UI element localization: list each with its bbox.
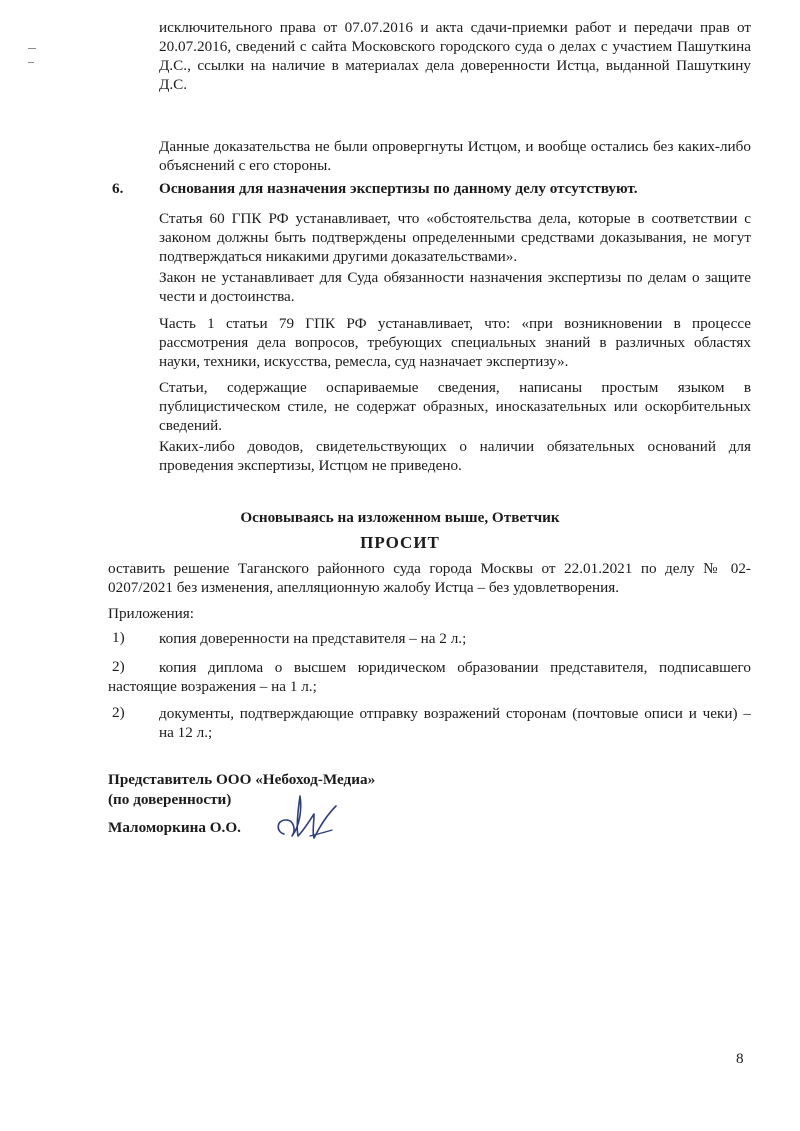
scan-artifact bbox=[28, 48, 36, 49]
section-paragraph: Статья 60 ГПК РФ устанавливает, что «обстоятельства дела, которые в соответствии с законом должны быть подтверждены определенными средствами доказывания, не могут подтверждаться никакими другими доказательствами». bbox=[159, 210, 751, 265]
attachment-number: 2) bbox=[112, 658, 125, 675]
signature-authority: (по доверенности) bbox=[108, 791, 232, 808]
attachment-number: 1) bbox=[112, 629, 125, 646]
continuation-paragraph-2: Данные доказательства не были опровергнуты Истцом, и вообще остались без каких-либо объяснений с его стороны. bbox=[159, 138, 751, 174]
attachment-text: копия доверенности на представителя – на 2 л.; bbox=[159, 630, 467, 647]
section-paragraph: Каких-либо доводов, свидетельствующих о наличии обязательных оснований для проведения экспертизы, Истцом не приведено. bbox=[159, 438, 751, 474]
section-number: 6. bbox=[112, 180, 124, 197]
signature-name: Маломоркина О.О. bbox=[108, 819, 241, 836]
section-paragraph: Статьи, содержащие оспариваемые сведения, написаны простым языком в публицистическом стиле, не содержат образных, иносказательных или оскорбительных сведений. bbox=[159, 379, 751, 434]
continuation-paragraph-1: исключительного права от 07.07.2016 и акта сдачи-приемки работ и передачи прав от 20.07.2016, сведений с сайта Московского городского суда о делах с участием Пашуткина Д.С., ссылки на наличие в материалах дела доверенности Истца, выданной Пашуткину Д.С. bbox=[159, 19, 751, 93]
attachment-text: копия диплома о высшем юридическом образовании представителя, подписавшего настоящие возражения – на 1 л.; bbox=[108, 659, 751, 695]
request-text: оставить решение Таганского районного суда города Москвы от 22.01.2021 по делу № 02-0207/2021 без изменения, апелляционную жалобу Истца – без удовлетворения. bbox=[108, 560, 751, 596]
attachments-label: Приложения: bbox=[108, 605, 194, 622]
attachment-number: 2) bbox=[112, 704, 125, 721]
page-number: 8 bbox=[736, 1050, 744, 1067]
section-paragraph: Закон не устанавливает для Суда обязанности назначения экспертизы по делам о защите чести и достоинства. bbox=[159, 269, 751, 305]
attachment-text: документы, подтверждающие отправку возражений сторонам (почтовые описи и чеки) – на 12 л.; bbox=[159, 705, 751, 741]
request-heading: ПРОСИТ bbox=[360, 533, 440, 552]
scan-artifact bbox=[28, 62, 34, 63]
section-paragraph: Часть 1 статьи 79 ГПК РФ устанавливает, что: «при возникновении в процессе рассмотрения дела вопросов, требующих специальных знаний в различных областях науки, техники, искусства, ремесла, суд назначает экспертизу». bbox=[159, 315, 751, 370]
signature-representative: Представитель ООО «Небоход-Медиа» bbox=[108, 771, 376, 788]
handwritten-signature bbox=[270, 790, 350, 850]
conclusion-heading: Основываясь на изложенном выше, Ответчик bbox=[240, 509, 560, 526]
section-title: Основания для назначения экспертизы по данному делу отсутствуют. bbox=[159, 180, 638, 197]
